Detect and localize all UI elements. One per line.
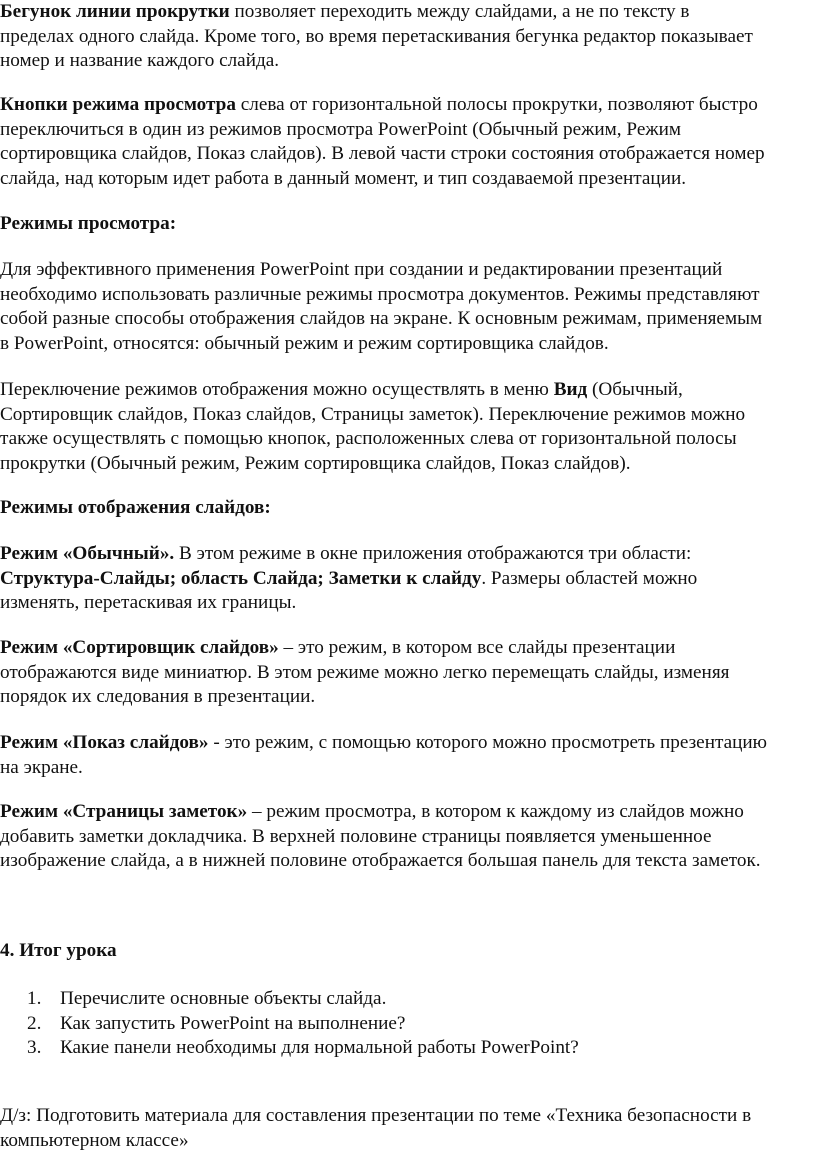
term-normal-mode: Режим «Обычный». [0,543,175,564]
list-item: 2. Как запустить PowerPoint на выполнение? [27,1012,406,1034]
paragraph-notes-mode: Режим «Страницы заметок» – режим просмотра, в котором к каждому из слайдов можно добавить заметки докладчика. В верхней половине страницы появляется уменьшенное изображение слайда, а в нижней половине отображается большая панель для текста заметок. [0,801,761,871]
paragraph-slideshow-mode: Режим «Показ слайдов» - это режим, с помощью которого можно просмотреть презентацию на экране. [0,732,767,778]
paragraph-homework: Д/з: Подготовить материала для составления презентации по теме «Техника безопасности в компьютерном классе» [0,1105,752,1151]
paragraph-normal-mode: Режим «Обычный». В этом режиме в окне приложения отображаются три области: Структура-Слайды; область Слайда; Заметки к слайду. Размеры областей можно изменять, перетаскивая их границы. [0,543,698,613]
term-areas: Структура-Слайды; область Слайда; Заметки к слайду [0,567,482,589]
list-item: 1. Перечислите основные объекты слайда. [27,988,387,1009]
heading-view-modes: Режимы просмотра: [0,213,177,234]
paragraph-sorter-mode: Режим «Сортировщик слайдов» – это режим, в котором все слайды презентации отображаются виде миниатюр. В этом режиме можно легко перемещать слайды, изменяя порядок их следования в презентации. [0,637,730,707]
paragraph-view-buttons: Кнопки режима просмотра слева от горизонтальной полосы прокрутки, позволяют быстро переключиться в один из режимов просмотра PowerPoint (Обычный режим, Режим сортировщика слайдов, Показ слайдов). В левой части строки состояния отображается номер слайда, над которым идет работа в данный момент, и тип создаваемой презентации. [0,94,765,189]
term-view-menu: Вид [553,379,588,400]
term-scrollbar-thumb: Бегунок линии прокрутки [0,1,230,22]
list-item: 3. Какие панели необходимы для нормальной работы PowerPoint? [27,1037,579,1058]
questions-list [0,987,579,1061]
term-view-buttons: Кнопки режима просмотра [0,94,236,115]
term-notes-mode: Режим «Страницы заметок» [0,801,248,822]
paragraph-view-modes-intro: Для эффективного применения PowerPoint при создании и редактировании презентаций необходимо использовать различные режимы просмотра документов. Режимы представляют собой разные способы отображения слайдов на экране. К основным режимам, применяемым в PowerPoint, относятся: обычный режим и режим сортировщика слайдов. [0,259,763,354]
term-sorter-mode: Режим «Сортировщик слайдов» [0,637,279,658]
paragraph-scrollbar-thumb: Бегунок линии прокрутки позволяет переходить между слайдами, а не по тексту в пределах одного слайда. Кроме того, во время перетаскивания бегунка редактор показывает номер и название каждого слайда. [0,1,753,71]
term-slideshow-mode: Режим «Показ слайдов» [0,732,209,753]
heading-lesson-summary: 4. Итог урока [0,940,117,961]
paragraph-switching-modes: Переключение режимов отображения можно осуществлять в меню Вид (Обычный, Сортировщик слайдов, Показ слайдов, Страницы заметок). Переключение режимов можно также осуществлять с помощью кнопок, расположенных слева от горизонтальной полосы прокрутки (Обычный режим, Режим сортировщика слайдов, Показ слайдов). [0,379,746,474]
heading-display-modes: Режимы отображения слайдов: [0,497,271,518]
